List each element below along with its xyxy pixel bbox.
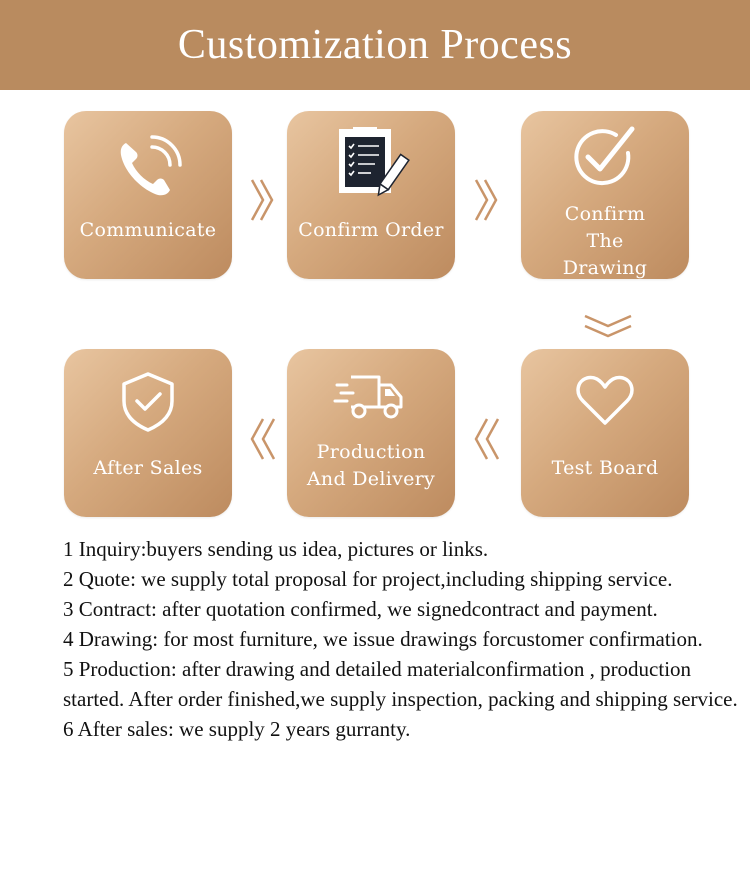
chevron-down-icon [583, 314, 633, 340]
chevron-right-icon [474, 178, 500, 222]
step-text: 2 Quote: we supply total proposal for project,including shipping service. [63, 567, 673, 591]
step-text: 6 After sales: we supply 2 years gurranty. [63, 717, 411, 741]
step-card-production-delivery [287, 349, 455, 517]
page-title: Customization Process [177, 22, 573, 68]
step-text: 4 Drawing: for most furniture, we issue drawings forcustomer confirmation. [63, 627, 703, 651]
chevron-left-icon [474, 417, 500, 461]
shield-check-icon [118, 371, 178, 433]
chevron-right-icon [250, 178, 276, 222]
step-card-communicate [64, 111, 232, 279]
card-label: Confirm Order [298, 219, 444, 241]
step-text: 3 Contract: after quotation confirmed, we signedcontract and payment. [63, 597, 658, 621]
clipboard-checklist-icon [331, 127, 411, 209]
check-circle-icon [570, 123, 640, 193]
step-card-confirm-order [287, 111, 455, 279]
step-text: 5 Production: after drawing and detailed materialconfirmation , production started. After order finished,we supply inspection, packing and shipping service. [63, 657, 738, 711]
card-label: After Sales [93, 457, 203, 479]
step-text: 1 Inquiry:buyers sending us idea, pictures or links. [63, 537, 489, 561]
delivery-truck-icon [333, 371, 409, 421]
card-label: Test Board [551, 457, 659, 479]
process-steps-list [63, 534, 743, 744]
card-label: Production And Delivery [306, 441, 436, 490]
step-card-test-board [521, 349, 689, 517]
step-card-confirm-drawing [521, 111, 689, 279]
step-card-after-sales [64, 349, 232, 517]
chevron-left-icon [250, 417, 276, 461]
heart-icon [575, 373, 635, 427]
header-banner [0, 0, 750, 90]
card-label: Communicate [79, 219, 217, 241]
phone-icon [112, 133, 184, 205]
card-label: Confirm The Drawing [562, 203, 648, 279]
